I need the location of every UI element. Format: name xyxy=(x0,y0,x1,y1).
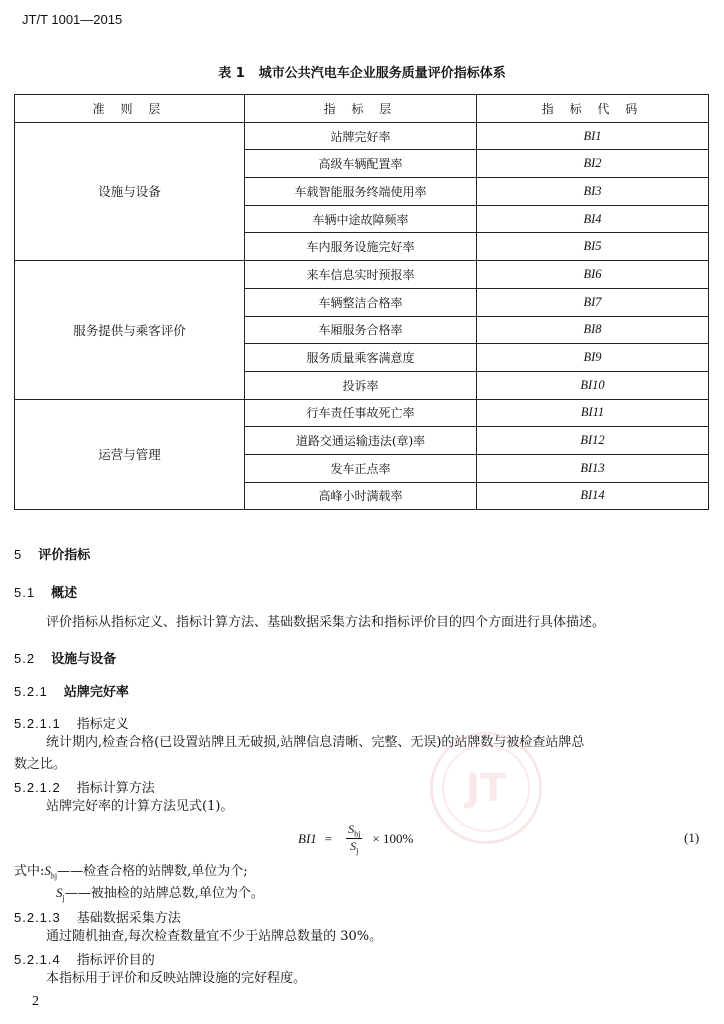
code-cell: BI11 xyxy=(477,399,709,427)
table-row xyxy=(15,399,709,427)
where-var-2 xyxy=(56,885,65,903)
definition-text-line-1: 统计期内,检查合格(已设置站牌且无破损,站牌信息清晰、完整、无误)的站牌数与被检查站牌总 xyxy=(46,735,585,750)
section-number: 5.2.1.2 xyxy=(14,780,61,795)
code-cell: BI12 xyxy=(477,427,709,455)
header-code: 指 标 代 码 xyxy=(477,95,709,123)
table-row xyxy=(15,261,709,289)
criterion-cell: 设施与设备 xyxy=(15,122,245,260)
code-cell: BI6 xyxy=(477,261,709,289)
purpose-text: 本指标用于评价和反映站牌设施的完好程度。 xyxy=(46,971,307,986)
section-title: 设施与设备 xyxy=(51,652,117,667)
indicator-cell: 投诉率 xyxy=(245,371,477,399)
indicator-cell: 来车信息实时预报率 xyxy=(245,261,477,289)
criterion-cell: 服务提供与乘客评价 xyxy=(15,261,245,399)
formula-denominator xyxy=(350,839,358,855)
section-title: 评价指标 xyxy=(38,548,91,563)
indicator-cell: 行车责任事故死亡率 xyxy=(245,399,477,427)
section-title: 指标定义 xyxy=(76,717,129,732)
section-title: 概述 xyxy=(51,586,78,601)
where-var-1 xyxy=(44,863,58,881)
indicator-cell: 车载智能服务终端使用率 xyxy=(245,178,477,206)
formula-number: (1) xyxy=(684,830,700,845)
code-cell: BI4 xyxy=(477,205,709,233)
indicator-cell: 车辆整洁合格率 xyxy=(245,288,477,316)
section-5-1-heading xyxy=(14,582,77,601)
formula-lhs: BI1 xyxy=(298,830,317,846)
indicator-table xyxy=(14,94,709,510)
header-criterion: 准 则 层 xyxy=(15,95,245,123)
section-5-2-1-3-heading xyxy=(14,907,181,926)
code-cell: BI14 xyxy=(477,482,709,510)
calculation-text: 站牌完好率的计算方法见式(1)。 xyxy=(46,799,234,814)
indicator-cell: 发车正点率 xyxy=(245,454,477,482)
section-number: 5.2.1.4 xyxy=(14,952,61,967)
code-cell: BI10 xyxy=(477,371,709,399)
table-title xyxy=(0,62,724,81)
where-desc-2: ——被抽检的站牌总数,单位为个。 xyxy=(64,886,264,901)
denominator-sub: j xyxy=(356,846,359,856)
var-letter: S xyxy=(44,863,51,878)
section-5-2-1-2-heading xyxy=(14,777,155,796)
indicator-cell: 高级车辆配置率 xyxy=(245,150,477,178)
indicator-cell: 服务质量乘客满意度 xyxy=(245,344,477,372)
code-cell: BI2 xyxy=(477,150,709,178)
indicator-cell: 高峰小时满载率 xyxy=(245,482,477,510)
indicator-cell: 车辆中途故障频率 xyxy=(245,205,477,233)
indicator-cell: 道路交通运输违法(章)率 xyxy=(245,427,477,455)
formula-equals: = xyxy=(324,830,333,846)
section-title: 指标计算方法 xyxy=(76,781,155,796)
where-line-2 xyxy=(56,882,264,910)
numerator-var: S xyxy=(348,822,355,836)
table-header-row xyxy=(15,95,709,123)
section-title: 指标评价目的 xyxy=(76,953,155,968)
section-number: 5.1 xyxy=(14,585,36,600)
numerator-sub: hj xyxy=(354,829,361,839)
indicator-cell: 车内服务设施完好率 xyxy=(245,233,477,261)
document-id: JT/T 1001—2015 xyxy=(22,12,123,27)
page-number: 2 xyxy=(32,994,39,1009)
formula-multiplier: × 100% xyxy=(372,830,414,846)
section-number: 5.2.1 xyxy=(14,684,48,699)
section-number: 5.2.1.1 xyxy=(14,716,61,731)
formula-1 xyxy=(298,822,413,856)
section-number: 5.2 xyxy=(14,651,36,666)
var-letter: S xyxy=(56,885,63,900)
code-cell: BI8 xyxy=(477,316,709,344)
section-5-1-text: 评价指标从指标定义、指标计算方法、基础数据采集方法和指标评价目的四个方面进行具体描述。 xyxy=(46,615,606,630)
section-5-heading xyxy=(14,544,90,563)
section-5-2-1-1-heading xyxy=(14,713,129,732)
denominator-var: S xyxy=(350,839,357,854)
watermark-logo: JT xyxy=(442,744,530,832)
collection-text: 通过随机抽查,每次检查数量宜不少于站牌总数量的 30%。 xyxy=(46,929,383,944)
jt-watermark xyxy=(430,732,542,844)
code-cell: BI5 xyxy=(477,233,709,261)
section-title: 基础数据采集方法 xyxy=(76,911,181,926)
table-number: 表 1 xyxy=(218,66,245,81)
code-cell: BI3 xyxy=(477,178,709,206)
section-5-2-1-4-heading xyxy=(14,949,155,968)
criterion-cell: 运营与管理 xyxy=(15,399,245,510)
code-cell: BI9 xyxy=(477,344,709,372)
code-cell: BI13 xyxy=(477,454,709,482)
var-sub: j xyxy=(62,893,65,903)
where-prefix: 式中: xyxy=(14,864,45,879)
section-5-2-heading xyxy=(14,648,116,667)
definition-text-line-2: 数之比。 xyxy=(14,757,67,772)
formula-fraction xyxy=(346,822,362,856)
section-title: 站牌完好率 xyxy=(63,685,129,700)
indicator-cell: 车厢服务合格率 xyxy=(245,316,477,344)
code-cell: BI7 xyxy=(477,288,709,316)
where-desc-1: ——检查合格的站牌数,单位为个; xyxy=(57,864,248,879)
indicator-cell: 站牌完好率 xyxy=(245,122,477,150)
header-indicator: 指 标 层 xyxy=(245,95,477,123)
code-cell: BI1 xyxy=(477,122,709,150)
section-5-2-1-heading xyxy=(14,681,129,700)
formula-numerator xyxy=(346,822,362,839)
var-sub: hj xyxy=(50,871,58,881)
table-row xyxy=(15,122,709,150)
table-title-text: 城市公共汽电车企业服务质量评价指标体系 xyxy=(258,66,506,81)
section-number: 5 xyxy=(14,547,23,562)
section-number: 5.2.1.3 xyxy=(14,910,61,925)
